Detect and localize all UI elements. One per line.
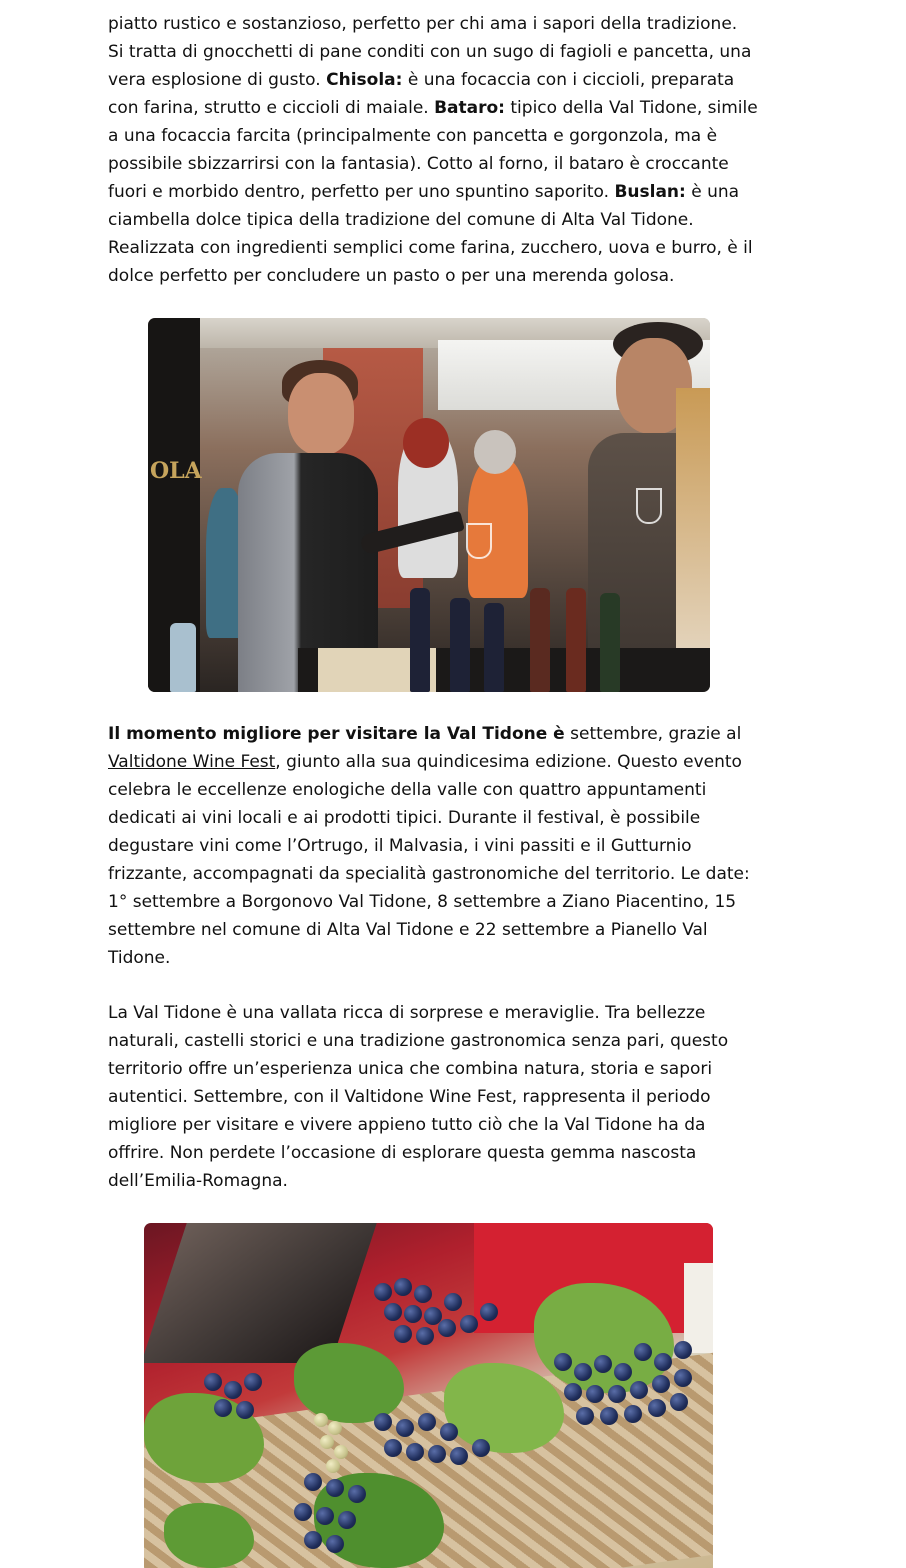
- grape: [608, 1385, 626, 1403]
- dark-foreground-shape: [144, 1223, 377, 1363]
- grape: [624, 1405, 642, 1423]
- grape: [652, 1375, 670, 1393]
- grape: [674, 1341, 692, 1359]
- valtidone-wine-fest-link[interactable]: Valtidone Wine Fest: [108, 752, 276, 772]
- background-person-head: [403, 418, 449, 468]
- grape: [224, 1381, 242, 1399]
- white-cloth: [684, 1263, 713, 1353]
- grape: [384, 1439, 402, 1457]
- grape: [472, 1439, 490, 1457]
- grape: [406, 1443, 424, 1461]
- grape: [630, 1381, 648, 1399]
- grape: [614, 1363, 632, 1381]
- green-grape: [326, 1459, 340, 1473]
- grape: [214, 1399, 232, 1417]
- green-grape: [328, 1421, 342, 1435]
- best-time-lead: Il momento migliore per visitare la Val Tidone è: [108, 724, 565, 744]
- grape: [594, 1355, 612, 1373]
- grape: [674, 1369, 692, 1387]
- buslan-description: è una ciambella dolce tipica della tradizione del comune di Alta Val Tidone. Realizzata con ingredienti semplici come farina, zucchero, uova e burro, è il dolce perfetto per concludere un pasto o per una merenda golosa.: [108, 182, 753, 286]
- grape: [438, 1319, 456, 1337]
- guest-blonde-hair: [676, 388, 710, 692]
- grape: [404, 1305, 422, 1323]
- grape: [204, 1373, 222, 1391]
- grape: [294, 1503, 312, 1521]
- buslan-label: Buslan:: [614, 182, 686, 202]
- wine-tasting-photo: [148, 318, 710, 692]
- grape: [440, 1423, 458, 1441]
- server-face: [288, 373, 354, 455]
- wine-glass: [636, 488, 662, 524]
- green-grape: [334, 1445, 348, 1459]
- green-grape: [320, 1435, 334, 1449]
- grape: [374, 1413, 392, 1431]
- chisola-label: Chisola:: [326, 70, 403, 90]
- vine-leaf: [294, 1343, 404, 1423]
- grape: [374, 1283, 392, 1301]
- green-grape: [314, 1413, 328, 1427]
- grapes-basket-photo: [144, 1223, 713, 1568]
- grape: [670, 1393, 688, 1411]
- background-person-head: [474, 430, 516, 474]
- bataro-description: tipico della Val Tidone, simile a una focaccia farcita (principalmente con pancetta e gorgonzola, ma è possibile sbizzarrirsi con la fantasia). Cotto al forno, il bataro è croccante fuori e morbido dentro, perfetto per uno spuntino saporito.: [108, 98, 758, 202]
- paragraph-best-time: [108, 720, 758, 972]
- grape: [304, 1531, 322, 1549]
- grape: [348, 1485, 366, 1503]
- grape: [576, 1407, 594, 1425]
- grape: [634, 1343, 652, 1361]
- grape: [384, 1303, 402, 1321]
- water-bottle: [170, 623, 196, 692]
- wine-bottle: [530, 588, 550, 692]
- wine-glass: [466, 523, 492, 559]
- article-body: [108, 10, 758, 1568]
- wine-bottle: [600, 593, 620, 692]
- wine-bottle: [450, 598, 470, 692]
- winery-sign-text: OLA: [150, 458, 202, 484]
- best-time-text: settembre, grazie al: [564, 724, 742, 744]
- chisola-description: è una focaccia con i ciccioli, preparata con farina, strutto e ciccioli di maiale.: [108, 70, 735, 118]
- wine-bottle: [410, 588, 430, 692]
- grape: [428, 1445, 446, 1463]
- grape: [586, 1385, 604, 1403]
- grape: [444, 1293, 462, 1311]
- grape: [418, 1413, 436, 1431]
- grape: [396, 1419, 414, 1437]
- paragraph-intro-text: piatto rustico e sostanzioso, perfetto per chi ama i sapori della tradizione. Si tratta di gnocchetti di pane conditi con un sugo di fagioli e pancetta, una vera esplosione di gusto.: [108, 14, 752, 90]
- wine-fest-description: , giunto alla sua quindicesima edizione. Questo evento celebra le eccellenze enologiche della valle con quattro appuntamenti dedicati ai vini locali e ai prodotti tipici. Durante il festival, è possibile degustare vini come l’Ortrugo, il Malvasia, i vini passiti e il Gutturnio frizzante, accompagnati da specialità gastronomiche del territorio. Le date: 1° settembre a Borgonovo Val Tidone, 8 settembre a Ziano Piacentino, 15 settembre nel comune di Alta Val Tidone e 22 settembre a Pianello Val Tidone.: [108, 752, 750, 968]
- grape: [244, 1373, 262, 1391]
- grape: [648, 1399, 666, 1417]
- wine-bottle: [566, 588, 586, 692]
- grape: [416, 1327, 434, 1345]
- paragraph-conclusion: La Val Tidone è una vallata ricca di sorprese e meraviglie. Tra bellezze naturali, castelli storici e una tradizione gastronomica senza pari, questo territorio offre un’esperienza unica che combina natura, storia e sapori autentici. Settembre, con il Valtidone Wine Fest, rappresenta il periodo migliore per visitare e vivere appieno tutto ciò che la Val Tidone ha da offrire. Non perdete l’occasione di esplorare questa gemma nascosta dell’Emilia-Romagna.: [108, 1003, 729, 1191]
- grape: [654, 1353, 672, 1371]
- grape: [326, 1535, 344, 1553]
- grape: [600, 1407, 618, 1425]
- grape: [394, 1278, 412, 1296]
- grape: [394, 1325, 412, 1343]
- grape: [236, 1401, 254, 1419]
- paragraph-local-dishes: [108, 10, 758, 290]
- grape: [316, 1507, 334, 1525]
- grape: [564, 1383, 582, 1401]
- grape: [304, 1473, 322, 1491]
- grape: [554, 1353, 572, 1371]
- grape: [326, 1479, 344, 1497]
- grape: [414, 1285, 432, 1303]
- grape: [338, 1511, 356, 1529]
- wine-bottle: [484, 603, 504, 692]
- bataro-label: Bataro:: [434, 98, 505, 118]
- grape: [574, 1363, 592, 1381]
- grape: [480, 1303, 498, 1321]
- grape: [450, 1447, 468, 1465]
- grape: [460, 1315, 478, 1333]
